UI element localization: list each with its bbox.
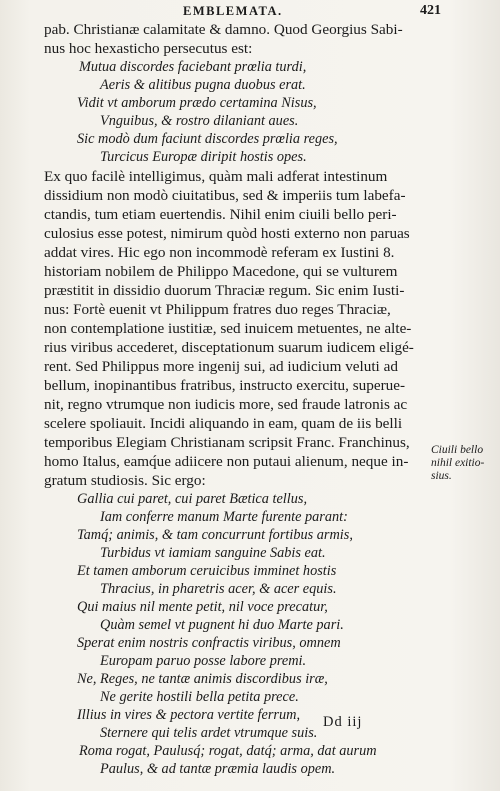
text-line: temporibus Elegiam Christianam scripsit Franc. Franchinus, (44, 434, 410, 451)
text-line: historiam nobilem de Philippo Macedone, qui se vulturem (44, 263, 398, 280)
verse-line: Turcicus Europæ diripit hostis opes. (100, 149, 307, 165)
text-line: homo Italus, eamq́ue adiicere non putaui alienum, neque in- (44, 453, 409, 470)
text-line: non contemplatione iustitiæ, sed inuicem metuentes, ne alte- (44, 320, 412, 337)
text-line: dissidium non modò ciuitatibus, sed & imperiis tum labefa- (44, 187, 406, 204)
verse-line: Qui maius nil mente petit, nil voce precatur, (77, 599, 328, 615)
verse-line: Roma rogat, Paulusq́; rogat, datq́; arma, dat aurum (79, 743, 377, 759)
text-line: pab. Christianæ calamitate & damno. Quod Georgius Sabi- (44, 21, 403, 38)
verse-line: Mutua discordes faciebant prœlia turdi, (79, 59, 307, 75)
verse-line: Illius in vires & pectora vertite ferrum, (77, 707, 301, 723)
verse-line: Aeris & alitibus pugna duobus erat. (100, 77, 306, 93)
page-number: 421 (420, 3, 441, 18)
verse-line: Sic modò dum faciunt discordes prœlia reges, (77, 131, 338, 147)
verse-line: Ne, Reges, ne tantæ animis discordibus iræ, (77, 671, 328, 687)
verse-line: Sperat enim nostris confractis viribus, omnem (77, 635, 341, 651)
verse-line: Tamq́; animis, & tam concurrunt fortibus armis, (77, 527, 353, 543)
verse-line: Gallia cui paret, cui paret Bætica tellus, (77, 491, 308, 507)
marginal-note-line: Ciuili bello (431, 444, 484, 456)
verse-line: Turbidus vt iamiam sanguine Sabis eat. (100, 545, 326, 561)
text-line: rius viribus accederet, disceptationum suarum iudicem eligé- (44, 339, 414, 356)
verse-line: Et tamen amborum ceruicibus imminet hostis (77, 563, 337, 579)
text-line: Ex quo facilè intelligimus, quàm mali adferat intestinum (44, 168, 388, 185)
text-line: nit, regno vtrumque non iudicis more, sed fraude latronis ac (44, 396, 408, 413)
verse-line: Iam conferre manum Marte furente parant: (100, 509, 348, 525)
marginal-note-line: sius. (431, 470, 452, 482)
text-line: gratum studiosis. Sic ergo: (44, 472, 206, 489)
text-line: rent. Sed Philippus more ingenij sui, ad iudicium veluti ad (44, 358, 398, 375)
text-line: addat vires. Hic ego non incommodè referam ex Iustini 8. (44, 244, 395, 261)
text-line: ctandis, tum etiam euertendis. Nihil enim ciuili bello peri- (44, 206, 397, 223)
marginal-note-line: nihil exitio- (431, 457, 485, 469)
verse-line: Europam paruo posse labore premi. (100, 653, 307, 669)
text-line: scelere spoliauit. Incidi aliquando in eam, quam de iis belli (44, 415, 403, 432)
text-line: culosius esse potest, nimirum quòd hosti externo non paruas (44, 225, 410, 242)
marginal-note (431, 444, 499, 483)
verse-line: Sternere qui telis ardet vtrumque suis. (100, 725, 318, 741)
verse-line: Paulus, & ad tantæ præmia laudis opem. (100, 761, 336, 777)
signature-mark: Dd iij (323, 714, 363, 730)
text-line: nus hoc hexasticho persecutus est: (44, 40, 253, 57)
text-line: præstitit in dissidio duorum Thraciæ regum. Sic enim Iusti- (44, 282, 405, 299)
verse-line: Vnguibus, & rostro dilaniant aues. (100, 113, 299, 129)
verse-line: Thracius, in pharetris acer, & acer equis. (100, 581, 337, 597)
verse-line: Quàm semel vt pugnent hi duo Marte pari. (100, 617, 344, 633)
verse-line: Vidit vt amborum prædo certamina Nisus, (77, 95, 317, 111)
text-line: nus: Fortè euenit vt Philippum fratres duo reges Thraciæ, (44, 301, 391, 318)
verse-line: Ne gerite hostili bella petita prece. (100, 689, 299, 705)
text-line: bellum, inopinantibus fratribus, instructo exercitu, superue- (44, 377, 406, 394)
running-head: EMBLEMATA. (183, 4, 283, 18)
